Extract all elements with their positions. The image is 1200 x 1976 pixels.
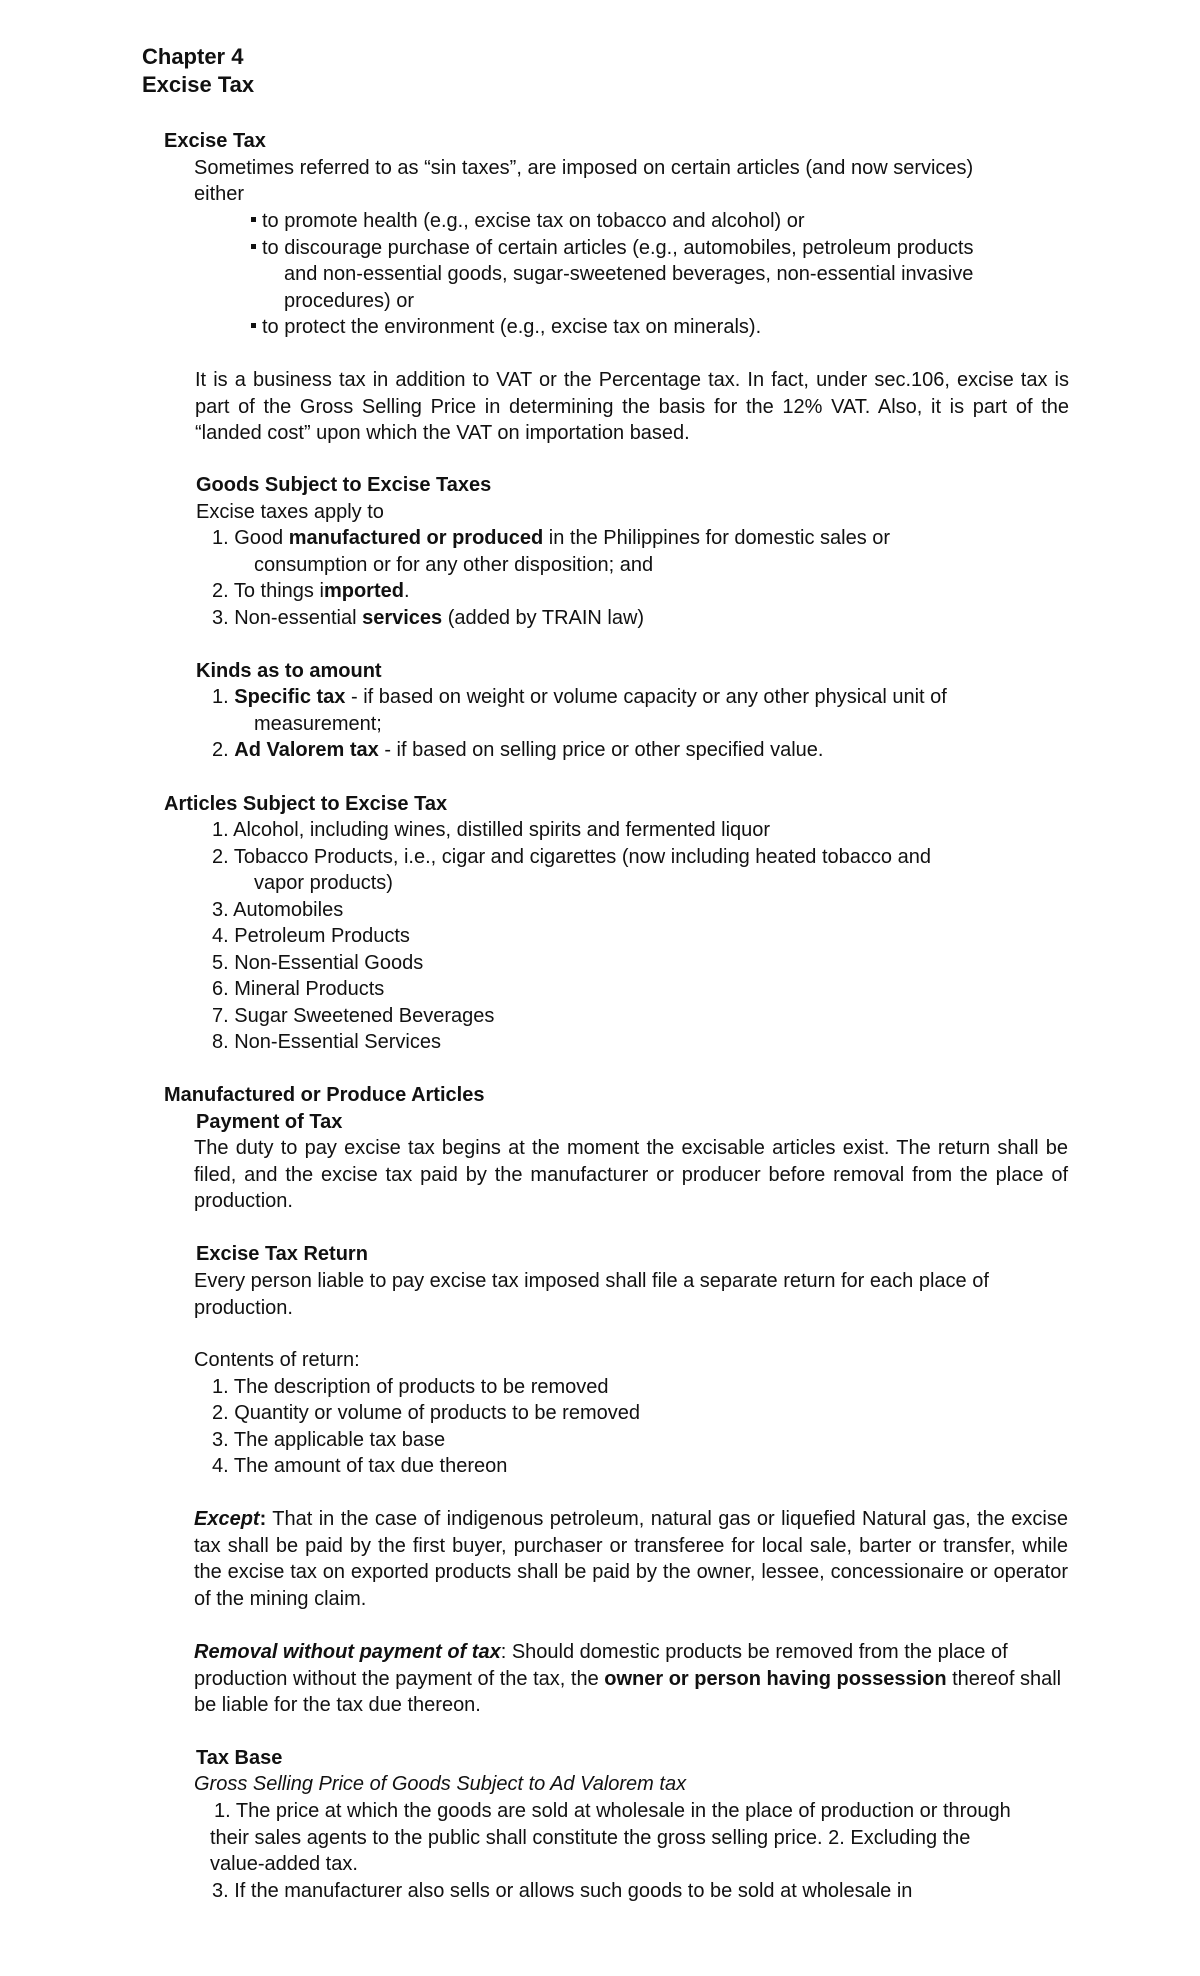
tax-base-heading: Tax Base (196, 1747, 283, 1769)
chapter-number: Chapter 4 (142, 44, 244, 69)
articles-item-2: 2. Tobacco Products, i.e., cigar and cigarettes (now including heated tobacco and (212, 846, 931, 868)
return-heading: Excise Tax Return (196, 1243, 368, 1265)
return-paragraph: Every person liable to pay excise tax imposed shall file a separate return for each place of production. (194, 1270, 989, 1319)
goods-subject-item-1-continuation: consumption or for any other disposition; and (254, 554, 654, 576)
articles-item-6: 6. Mineral Products (212, 978, 385, 1000)
contents-item-1: 1. The description of products to be removed (212, 1376, 609, 1398)
excise-bullet-3: to protect the environment (e.g., excise tax on minerals). (251, 314, 761, 341)
removal-paragraph: Removal without payment of tax: Should domestic products be removed from the place of production without the payment of the tax, the owner or person having possession thereof shall be liable for the tax due thereon. (194, 1641, 1062, 1717)
goods-subject-item-1: 1. Good manufactured or produced in the Philippines for domestic sales or (212, 527, 891, 549)
tax-base-item-3: 3. If the manufacturer also sells or allows such goods to be sold at wholesale in (212, 1880, 913, 1902)
tax-base-subheading: Gross Selling Price of Goods Subject to Ad Valorem tax (194, 1773, 687, 1795)
articles-item-2-continuation: vapor products) (254, 872, 393, 894)
articles-item-5: 5. Non-Essential Goods (212, 952, 424, 974)
payment-heading: Payment of Tax (196, 1111, 343, 1133)
articles-heading: Articles Subject to Excise Tax (164, 793, 448, 815)
excise-heading: Excise Tax (164, 130, 266, 152)
manufactured-heading: Manufactured or Produce Articles (164, 1084, 485, 1106)
except-paragraph: Except: That in the case of indigenous petroleum, natural gas or liquefied Natural gas, the excise tax shall be paid by the first buyer, purchaser or transferee for local sale, barter or transfer, while the excise tax on exported products shall be paid by the owner, lessee, concessionaire or operator of the mining claim. (194, 1508, 1068, 1610)
kinds-item-2: 2. Ad Valorem tax - if based on selling price or other specified value. (212, 739, 824, 761)
contents-item-2: 2. Quantity or volume of products to be removed (212, 1402, 640, 1424)
excise-intro-line-2: either (194, 183, 245, 205)
articles-item-4: 4. Petroleum Products (212, 925, 410, 947)
bullet-square-icon (251, 217, 256, 222)
excise-bullet-1: to promote health (e.g., excise tax on tobacco and alcohol) or (251, 208, 805, 235)
kinds-item-1: 1. Specific tax - if based on weight or volume capacity or any other physical unit of (212, 686, 947, 708)
chapter-title: Excise Tax (142, 72, 255, 97)
excise-bullet-2: to discourage purchase of certain articles (e.g., automobiles, petroleum products (251, 235, 973, 262)
goods-subject-lead: Excise taxes apply to (196, 501, 384, 523)
excise-bullet-2-continuation-1: and non-essential goods, sugar-sweetened beverages, non-essential invasive (284, 263, 974, 285)
articles-item-3: 3. Automobiles (212, 899, 344, 921)
articles-item-7: 7. Sugar Sweetened Beverages (212, 1005, 495, 1027)
excise-intro-line-1: Sometimes referred to as “sin taxes”, are imposed on certain articles (and now services) (194, 157, 974, 179)
payment-paragraph: The duty to pay excise tax begins at the moment the excisable articles exist. The return shall be filed, and the excise tax paid by the manufacturer or producer before removal from the place of production. (194, 1137, 1068, 1213)
kinds-heading: Kinds as to amount (196, 660, 382, 682)
bullet-square-icon (251, 244, 256, 249)
contents-item-3: 3. The applicable tax base (212, 1429, 446, 1451)
goods-subject-item-2: 2. To things imported. (212, 580, 410, 602)
articles-item-1: 1. Alcohol, including wines, distilled spirits and fermented liquor (212, 819, 771, 841)
contents-item-4: 4. The amount of tax due thereon (212, 1455, 508, 1477)
articles-item-8: 8. Non-Essential Services (212, 1031, 441, 1053)
tax-base-item-1: 1. The price at which the goods are sold at wholesale in the place of production or through their sales agents to the public shall constitute the gross selling price. 2. Excluding the value-added tax. (210, 1800, 1011, 1876)
goods-subject-heading: Goods Subject to Excise Taxes (196, 474, 492, 496)
goods-subject-item-3: 3. Non-essential services (added by TRAIN law) (212, 607, 645, 629)
bullet-square-icon (251, 323, 256, 328)
kinds-item-1-continuation: measurement; (254, 713, 382, 735)
excise-bullet-2-continuation-2: procedures) or (284, 290, 415, 312)
contents-lead: Contents of return: (194, 1349, 360, 1371)
business-tax-paragraph: It is a business tax in addition to VAT or the Percentage tax. In fact, under sec.106, excise tax is part of the Gross Selling Price in determining the basis for the 12% VAT. Also, it is part of the “landed cost” upon which the VAT on importation based. (195, 369, 1069, 445)
